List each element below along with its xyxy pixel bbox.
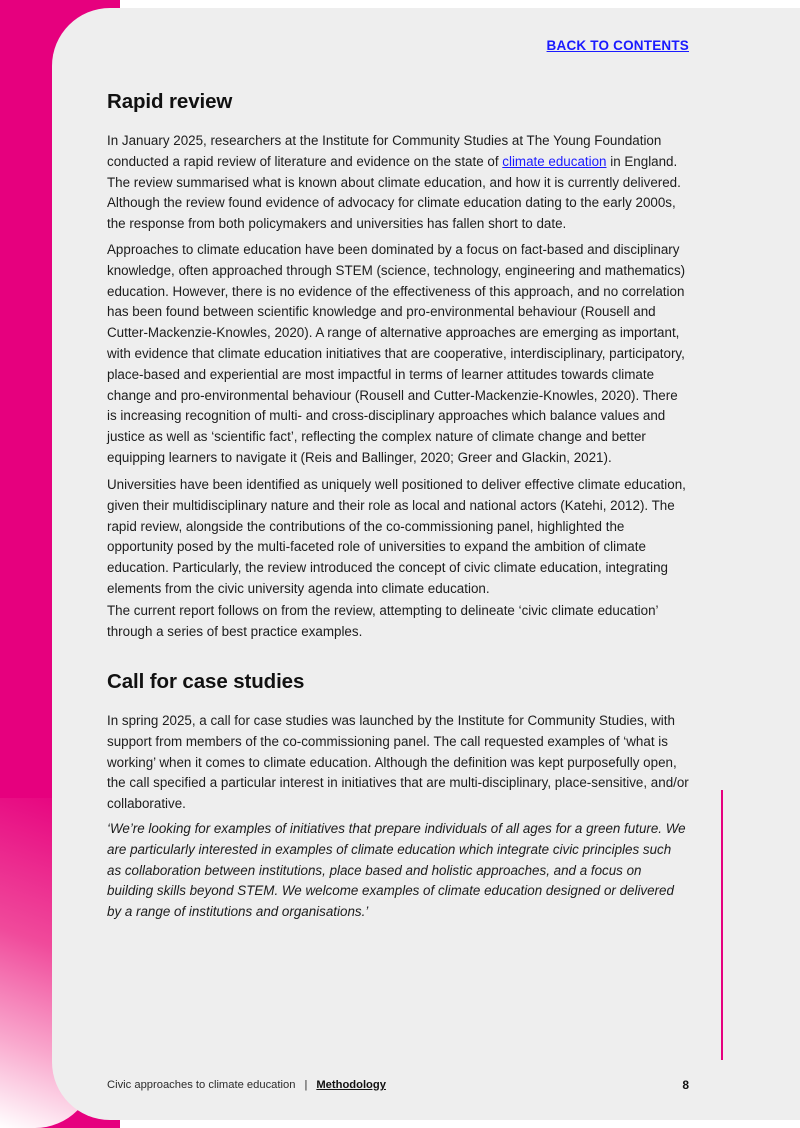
page-footer <box>107 1078 689 1092</box>
paragraph-text-before-link: In January 2025, researchers at the Institute for Community Studies at The Young Foundation conducted a rapid review of literature and evidence on the state of <box>107 133 662 169</box>
page-content <box>107 0 689 1128</box>
paragraph-text-after-link: in England. The review summarised what is known about climate education, and how it is currently delivered. Although the review found evidence of advocacy for climate education dating to the early 2000s, the response from both policymakers and universities has fallen short to date. <box>107 153 681 232</box>
section-heading-call-for-case-studies: Call for case studies <box>107 670 305 693</box>
footer-separator: | <box>304 1079 308 1091</box>
footer-section-name: Methodology <box>316 1079 386 1091</box>
paragraph-rapid-review-4: The current report follows on from the review, attempting to delineate ‘civic climate education’ through a series of best practice examples. <box>107 603 659 639</box>
section-heading-rapid-review: Rapid review <box>107 90 233 113</box>
back-to-contents-link[interactable]: BACK TO CONTENTS <box>546 38 689 53</box>
paragraph-call-for-case-studies-1: In spring 2025, a call for case studies was launched by the Institute for Community Studies, with support from members of the co-commissioning panel. The call requested examples of ‘what is working’ when it comes to climate education. Although the definition was kept purposefully open, the call specified a particular interest in initiatives that are multi-disciplinary, place-sensitive, and/or collaborative. <box>107 713 689 812</box>
paragraph-rapid-review-1 <box>107 131 689 235</box>
paragraph-rapid-review-2: Approaches to climate education have been dominated by a focus on fact-based and disciplinary knowledge, often approached through STEM (science, technology, engineering and mathematics) education. However, there is no evidence of the effectiveness of this approach, and no correlation has been found between scientific knowledge and pro-environmental behaviour (Rousell and Cutter-Mackenzie-Knowles, 2020). A range of alternative approaches are emerging as important, with evidence that climate education initiatives that are cooperative, interdisciplinary, participatory, place-based and experiential are most impactful in terms of learner attitudes towards climate change and pro-environmental behaviour (Rousell and Cutter-Mackenzie-Knowles, 2020). There is increasing recognition of multi- and cross-disciplinary approaches which balance values and justice as well as ‘scientific fact’, reflecting the complex nature of climate change and better equipping learners to navigate it (Reis and Ballinger, 2020; Greer and Glackin, 2021). <box>107 242 686 465</box>
pull-quote: ‘We’re looking for examples of initiatives that prepare individuals of all ages for a green future. We are particularly interested in examples of climate education which integrate civic principles such as collaboration between institutions, place based and holistic approaches, and a focus on building skills beyond STEM. We welcome examples of climate education designed or delivered by a range of institutions and organisations.’ <box>107 821 686 920</box>
footer-document-title: Civic approaches to climate education <box>107 1079 296 1091</box>
magenta-vertical-rule <box>721 790 723 1060</box>
climate-education-link[interactable]: climate education <box>502 153 607 169</box>
footer-page-number: 8 <box>682 1078 689 1092</box>
paragraph-rapid-review-3: Universities have been identified as uniquely well positioned to deliver effective climate education, given their multidisciplinary nature and their role as local and national actors (Katehi, 2012). The rapid review, alongside the contributions of the co-commissioning panel, highlighted the opportunity posed by the multi-faceted role of universities to expand the ambition of climate education. Particularly, the review introduced the concept of civic climate education, integrating elements from the civic university agenda into climate education. <box>107 477 686 596</box>
